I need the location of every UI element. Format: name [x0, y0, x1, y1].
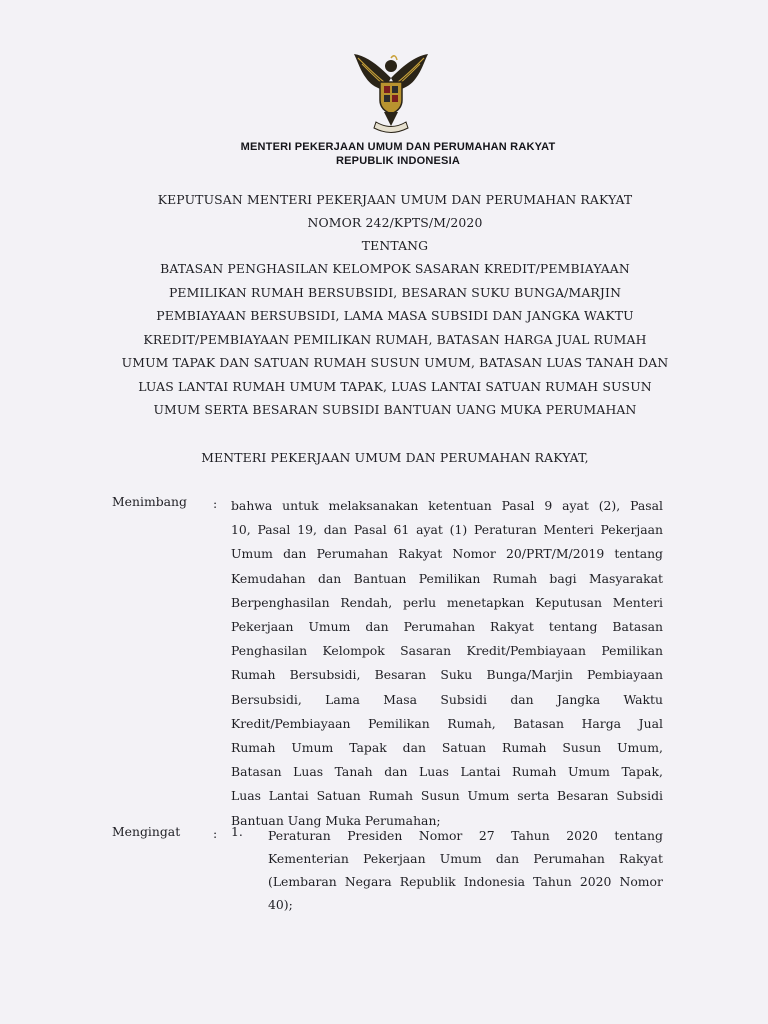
mengingat-label: Mengingat [112, 824, 181, 839]
menimbang-line [231, 518, 663, 542]
word: melaksanakan [328, 498, 419, 513]
word: Tahun [511, 828, 550, 843]
word: dan [402, 740, 426, 756]
word: Masyarakat [588, 570, 663, 586]
word: Susun [420, 788, 460, 804]
word: Harga [581, 715, 622, 731]
mengingat-item-text [268, 824, 663, 916]
word: Nomor [452, 546, 496, 562]
word: Luas [293, 764, 324, 780]
word: Batasan [513, 715, 564, 731]
word: 2020 [566, 828, 598, 843]
word: Perumahan [403, 619, 476, 635]
menimbang-line [231, 567, 663, 591]
word: 27 [478, 828, 495, 843]
word: Pemilikan [368, 715, 430, 731]
word: perlu [402, 594, 437, 610]
word: Jual [638, 715, 663, 731]
word: Menteri [612, 594, 663, 610]
word: Pekerjaan [600, 522, 663, 538]
word: Satuan [441, 740, 487, 756]
word: Perumahan [533, 851, 605, 866]
word: Rumah [502, 740, 547, 756]
decree-subject-line: BATASAN PENGHASILAN KELOMPOK SASARAN KREDIT/PEMBIAYAAN [160, 261, 630, 276]
word: Lantai [460, 764, 501, 780]
word: Tapak [349, 740, 387, 756]
word: Besaran [374, 667, 427, 683]
word: Rumah [368, 788, 414, 804]
word: tentang [614, 546, 663, 562]
word: Tapak, [621, 764, 663, 780]
menimbang-line [231, 591, 663, 615]
word: Pekerjaan [363, 851, 426, 866]
word: Pasal [257, 522, 291, 538]
word: Subsidi [440, 691, 487, 707]
menimbang-colon: : [213, 496, 218, 511]
mengingat-line [268, 824, 663, 847]
word: Umum [467, 788, 510, 804]
menimbang-line [231, 736, 663, 760]
word: Peraturan [268, 828, 331, 843]
word: Kredit/Pembiayaan [231, 715, 351, 731]
word: dan [510, 691, 534, 707]
word: Satuan [316, 788, 361, 804]
word: Lama [325, 691, 360, 707]
word: Berpenghasilan [231, 594, 330, 610]
word: Rumah, [447, 715, 496, 731]
word: Pasal [501, 498, 535, 513]
word: Negara [344, 874, 392, 889]
word: untuk [282, 498, 319, 513]
decree-subject-line: UMUM SERTA BESARAN SUBSIDI BANTUAN UANG MUKA PERUMAHAN [153, 402, 637, 417]
word: 2020 [579, 874, 612, 889]
word: Peraturan [474, 522, 537, 538]
word: Luas [231, 788, 261, 804]
word: Pasal [630, 498, 663, 513]
word: Masa [383, 691, 418, 707]
word: 19, [297, 522, 317, 538]
decree-about: TENTANG [361, 238, 429, 253]
garuda-emblem-icon [346, 48, 436, 136]
word: Nomor [418, 828, 463, 843]
word: 10, [231, 522, 251, 538]
menimbang-line [231, 663, 663, 687]
word: Bantuan [353, 570, 407, 586]
word: Kelompok [322, 643, 385, 659]
word: Pemilikan [418, 570, 481, 586]
word: dan [495, 851, 520, 866]
decree-subject-line: PEMILIKAN RUMAH BERSUBSIDI, BESARAN SUKU BUNGA/MARJIN [168, 284, 622, 300]
decree-subject-line: LUAS LANTAI RUMAH UMUM TAPAK, LUAS LANTAI SATUAN RUMAH SUSUN [138, 378, 652, 394]
menimbang-line [231, 688, 663, 712]
word: Umum [231, 546, 273, 562]
word: Republik [399, 874, 456, 889]
word: Bersubsidi, [289, 667, 361, 683]
word: Nomor [619, 874, 663, 889]
word: serta [517, 788, 550, 804]
menimbang-line [231, 494, 663, 518]
word: ayat [416, 522, 443, 538]
decree-title: KEPUTUSAN MENTERI PEKERJAAN UMUM DAN PERUMAHAN RAKYAT [157, 192, 633, 207]
word: Lantai [268, 788, 309, 804]
word: Umum [567, 764, 610, 780]
decree-subject-line: UMUM TAPAK DAN SATUAN RUMAH SUSUN UMUM, BATASAN LUAS TANAH DAN [121, 355, 669, 370]
word: Pemilikan [601, 643, 663, 659]
word: bahwa [231, 498, 273, 513]
minister-heading: MENTERI PEKERJAAN UMUM DAN PERUMAHAN RAKYAT, [201, 450, 589, 465]
word: Rakyat [398, 546, 443, 562]
word: dan [283, 546, 307, 562]
decree-heading [100, 188, 690, 422]
word: Jangka [556, 691, 601, 707]
mengingat-line [268, 847, 663, 870]
word: Luas [419, 764, 450, 780]
word: Umum [308, 619, 351, 635]
menimbang-line [231, 615, 663, 639]
word: Pembiayaan [587, 667, 663, 683]
word: Menteri [543, 522, 594, 538]
word: Kredit/Pembiayaan [466, 643, 586, 659]
ministry-name: MENTERI PEKERJAAN UMUM DAN PERUMAHAN RAKYAT [240, 141, 556, 153]
menimbang-line [231, 712, 663, 736]
word: 20/PRT/M/2019 [506, 546, 605, 562]
country-name: REPUBLIK INDONESIA [336, 155, 460, 167]
word: dan [365, 619, 389, 635]
decree-subject-line: PEMBIAYAAN BERSUBSIDI, LAMA MASA SUBSIDI DAN JANGKA WAKTU [156, 308, 634, 323]
menimbang-text [231, 494, 663, 833]
word: Perumahan [316, 546, 389, 562]
word: Suku [440, 667, 473, 683]
word: ketentuan [428, 498, 492, 513]
word: Umum, [617, 740, 663, 756]
word: Besaran [557, 788, 609, 804]
word: Batasan [612, 619, 663, 635]
word: Sasaran [400, 643, 452, 659]
word: Bunga/Marjin [486, 667, 573, 683]
word: (Lembaran [268, 874, 337, 889]
word: bagi [549, 570, 577, 586]
word: Rumah [231, 740, 276, 756]
word: Rumah [512, 764, 557, 780]
menimbang-line [231, 784, 663, 808]
word: Batasan [231, 764, 282, 780]
word: Tahun [533, 874, 572, 889]
menimbang-line [231, 542, 663, 566]
word: Indonesia [463, 874, 526, 889]
word: dan [317, 570, 342, 586]
mengingat-line [268, 870, 663, 893]
word: Presiden [347, 828, 403, 843]
word: tentang [548, 619, 598, 635]
word: Rakyat [619, 851, 663, 866]
mengingat-line: 40); [268, 897, 293, 912]
word: Tanah [334, 764, 373, 780]
word: 9 [544, 498, 553, 513]
word: dan [384, 764, 408, 780]
word: Umum [439, 851, 482, 866]
word: tentang [614, 828, 663, 843]
menimbang-label: Menimbang [112, 494, 187, 509]
word: Rendah, [340, 594, 393, 610]
word: (1) [449, 522, 468, 538]
word: 61 [393, 522, 410, 538]
decree-subject-line: KREDIT/PEMBIAYAAN PEMILIKAN RUMAH, BATASAN HARGA JUAL RUMAH [143, 331, 647, 347]
word: ayat [562, 498, 589, 513]
word: Kementerian [268, 851, 349, 866]
word: Susun [562, 740, 602, 756]
word: Kemudahan [231, 570, 306, 586]
word: dan [323, 522, 348, 538]
word: Rumah [492, 570, 538, 586]
menimbang-line [231, 639, 663, 663]
word: Rumah [231, 667, 276, 683]
decree-number: NOMOR 242/KPTS/M/2020 [307, 215, 483, 230]
menimbang-line [231, 760, 663, 784]
word: Umum [291, 740, 334, 756]
word: Subsidi [616, 788, 663, 804]
word: Keputusan [535, 594, 603, 610]
menimbang-line: Bantuan Uang Muka Perumahan; [231, 812, 441, 828]
word: Rakyat [490, 619, 534, 635]
mengingat-item-number: 1. [231, 824, 243, 839]
word: Bersubsidi, [231, 691, 302, 707]
mengingat-colon: : [213, 826, 218, 841]
word: Waktu [623, 691, 663, 707]
word: (2), [598, 498, 621, 513]
word: Pasal [353, 522, 387, 538]
word: Pekerjaan [231, 619, 294, 635]
word: menetapkan [446, 594, 525, 610]
word: Penghasilan [231, 643, 308, 659]
